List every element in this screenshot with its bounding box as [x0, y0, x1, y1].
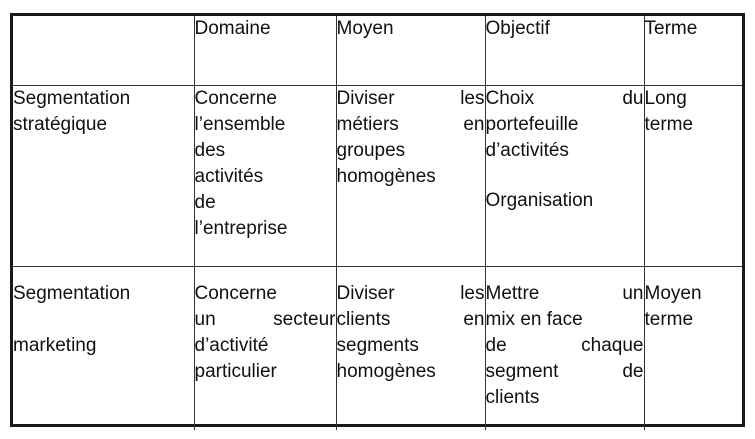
cell-line: Diviser les	[336, 87, 485, 109]
table-row-marketing	[13, 266, 742, 430]
table-row-strategique	[13, 85, 742, 266]
cell-line: Diviser les	[336, 282, 485, 304]
row-label-strategique	[13, 85, 194, 266]
cell-line: Long	[644, 87, 687, 109]
cell-line: portefeuille	[485, 113, 579, 135]
cell-line: d’activité	[194, 334, 269, 356]
row-label-marketing	[13, 266, 194, 430]
cell-terme-marketing	[644, 266, 742, 430]
segmentation-table	[10, 13, 745, 427]
cell-line: segment de	[485, 360, 644, 382]
cell-line: segments	[336, 334, 419, 356]
header-moyen: Moyen	[336, 16, 485, 85]
cell-line: mix en face	[485, 308, 583, 330]
cell-domaine-strategique	[194, 85, 336, 266]
cell-line: Mettre un	[485, 282, 644, 304]
cell-line: homogènes	[336, 360, 436, 382]
cell-terme-strategique	[644, 85, 742, 266]
cell-line: clients en	[336, 308, 485, 330]
cell-line: Concerne	[194, 87, 277, 109]
cell-objectif-strategique	[485, 85, 644, 266]
cell-line: de	[194, 191, 216, 213]
cell-line: l’ensemble	[194, 113, 286, 135]
cell-moyen-marketing	[336, 266, 485, 430]
cell-line: terme	[644, 308, 694, 330]
cell-moyen-strategique	[336, 85, 485, 266]
cell-line: Concerne	[194, 282, 277, 304]
cell-line: activités	[194, 165, 264, 187]
cell-line: l’entreprise	[194, 217, 288, 239]
row-label-line: Segmentation	[13, 87, 131, 109]
header-terme: Terme	[644, 16, 742, 85]
segmentation-grid	[13, 16, 742, 430]
row-label-line: marketing	[13, 334, 97, 356]
row-label-spacer	[13, 307, 194, 333]
header-empty-cell	[13, 16, 194, 85]
cell-line: clients	[485, 386, 540, 408]
header-domaine: Domaine	[194, 16, 336, 85]
cell-line: terme	[644, 113, 694, 135]
row-label-line: stratégique	[13, 113, 108, 135]
cell-line: homogènes	[336, 165, 436, 187]
header-row	[13, 16, 742, 85]
cell-line: Organisation	[485, 189, 594, 211]
cell-line: métiers en	[336, 113, 485, 135]
row-label-line: Segmentation	[13, 282, 131, 304]
cell-spacer	[486, 164, 644, 190]
cell-line: Moyen	[644, 282, 702, 304]
cell-line: groupes	[336, 139, 406, 161]
cell-line: particulier	[194, 360, 277, 382]
header-objectif: Objectif	[485, 16, 644, 85]
cell-line: des	[194, 139, 226, 161]
cell-line: d’activités	[485, 139, 569, 161]
cell-line: Choix du	[485, 87, 644, 109]
cell-line: un secteur	[194, 308, 336, 330]
cell-domaine-marketing	[194, 266, 336, 430]
cell-objectif-marketing	[485, 266, 644, 430]
cell-line: de chaque	[485, 334, 644, 356]
